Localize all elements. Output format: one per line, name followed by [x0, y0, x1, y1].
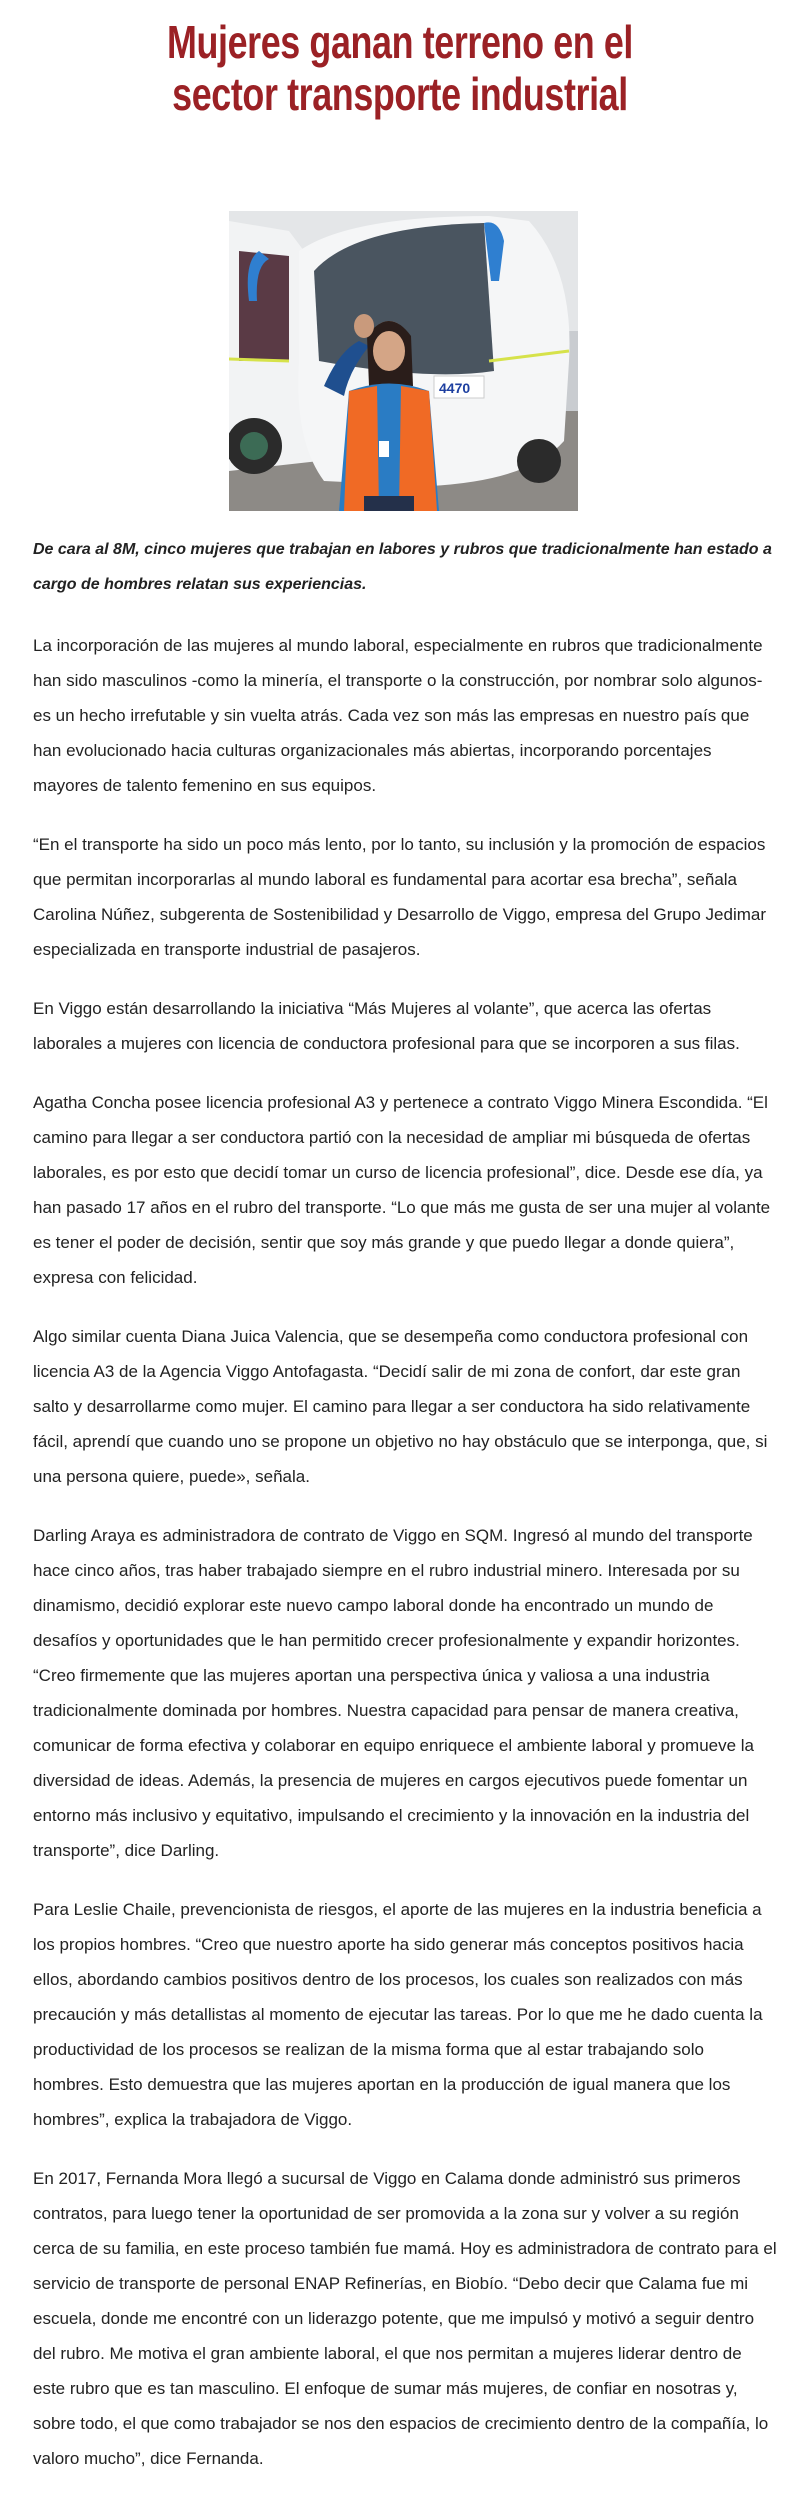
article-title: Mujeres ganan terreno en el sector transporte industrial [166, 16, 634, 120]
article-lede: De cara al 8M, cinco mujeres que trabajan en labores y rubros que tradicionalmente han estado a cargo de hombres relatan sus experiencias. [33, 541, 772, 593]
paragraph: Agatha Concha posee licencia profesional A3 y pertenece a contrato Viggo Minera Escondida. “El camino para llegar a ser conductora partió con la necesidad de ampliar mi búsqueda de ofertas laborales, es por esto que decidí tomar un curso de licencia profesional”, dice. Desde ese día, ya han pasado 17 años en el rubro del transporte. “Lo que más me gusta de ser una mujer al volante es tener el poder de decisión, sentir que soy más grande y que puedo llegar a donde quiera”, expresa con felicidad. [33, 1093, 771, 1287]
paragraph: Darling Araya es administradora de contrato de Viggo en SQM. Ingresó al mundo del transporte hace cinco años, tras haber trabajado siempre en el rubro industrial minero. Interesada por su dinamismo, decidió explorar este nuevo campo laboral donde ha encontrado un mundo de desafíos y oportunidades que le han permitido crecer profesionalmente y expandir horizontes. “Creo firmemente que las mujeres aportan una perspectiva única y valiosa a una industria tradicionalmente dominada por hombres. Nuestra capacidad para pensar de manera creativa, comunicar de forma efectiva y colaborar en equipo enriquece el ambiente laboral y promueve la diversidad de ideas. Además, la presencia de mujeres en cargos ejecutivos puede fomentar un entorno más inclusivo y equitativo, impulsando el crecimiento y la innovación en la industria del transporte”, dice Darling. [33, 1526, 755, 1860]
paragraph: Para Leslie Chaile, prevencionista de riesgos, el aporte de las mujeres en la industria beneficia a los propios hombres. “Creo que nuestro aporte ha sido generar más conceptos positivos hacia ellos, abordando cambios positivos dentro de los procesos, los cuales son realizados con más precaución y más detallistas al momento de ejecutar las tareas. Por lo que me he dado cuenta la productividad de los procesos se realizan de la misma forma que al estar trabajando solo hombres. Esto demuestra que las mujeres aportan en la producción de igual manera que los hombres”, explica la trabajadora de Viggo. [33, 1900, 763, 2129]
paragraph: Algo similar cuenta Diana Juica Valencia, que se desempeña como conductora profesional con licencia A3 de la Agencia Viggo Antofagasta. “Decidí salir de mi zona de confort, dar este gran salto y desarrollarme como mujer. El camino para llegar a ser conductora ha sido relativamente fácil, aprendí que cuando uno se propone un objetivo no hay obstáculo que se interponga, que, si una persona quiere, puede», señala. [33, 1327, 768, 1486]
paragraph: En 2017, Fernanda Mora llegó a sucursal de Viggo en Calama donde administró sus primeros contratos, para luego tener la oportunidad de ser promovida a la zona sur y volver a su región cerca de su familia, en este proceso también fue mamá. Hoy es administradora de contrato para el servicio de transporte de personal ENAP Refinerías, en Biobío. “Debo decir que Calama fue mi escuela, donde me encontré con un liderazgo potente, que me impulsó y motivó a seguir dentro del rubro. Me motiva el gran ambiente laboral, el que nos permitan a mujeres liderar dentro de este rubro que es tan masculino. El enfoque de sumar más mujeres, de confiar en nosotras y, sobre todo, el que como trabajador se nos den espacios de crecimiento dentro de la compañía, lo valoro mucho”, dice Fernanda. [33, 2169, 777, 2468]
title-container [0, 16, 800, 120]
paragraph: En Viggo están desarrollando la iniciativa “Más Mujeres al volante”, que acerca las ofertas laborales a mujeres con licencia de conductora profesional para que se incorporen a sus filas. [33, 999, 740, 1053]
article-body [33, 532, 777, 2500]
bus-number: 4470 [439, 380, 471, 396]
hero-image [229, 211, 578, 511]
paragraph: La incorporación de las mujeres al mundo laboral, especialmente en rubros que tradicionalmente han sido masculinos -como la minería, el transporte o la construcción, por nombrar solo algunos- es un hecho irrefutable y sin vuelta atrás. Cada vez son más las empresas en nuestro país que han evolucionado hacia culturas organizacionales más abiertas, incorporando porcentajes mayores de talento femenino en sus equipos. [33, 636, 763, 795]
paragraph: “En el transporte ha sido un poco más lento, por lo tanto, su inclusión y la promoción de espacios que permitan incorporarlas al mundo laboral es fundamental para acortar esa brecha”, señala Carolina Núñez, subgerenta de Sostenibilidad y Desarrollo de Viggo, empresa del Grupo Jedimar especializada en transporte industrial de pasajeros. [33, 835, 766, 959]
bus-driver-photo [229, 211, 578, 511]
